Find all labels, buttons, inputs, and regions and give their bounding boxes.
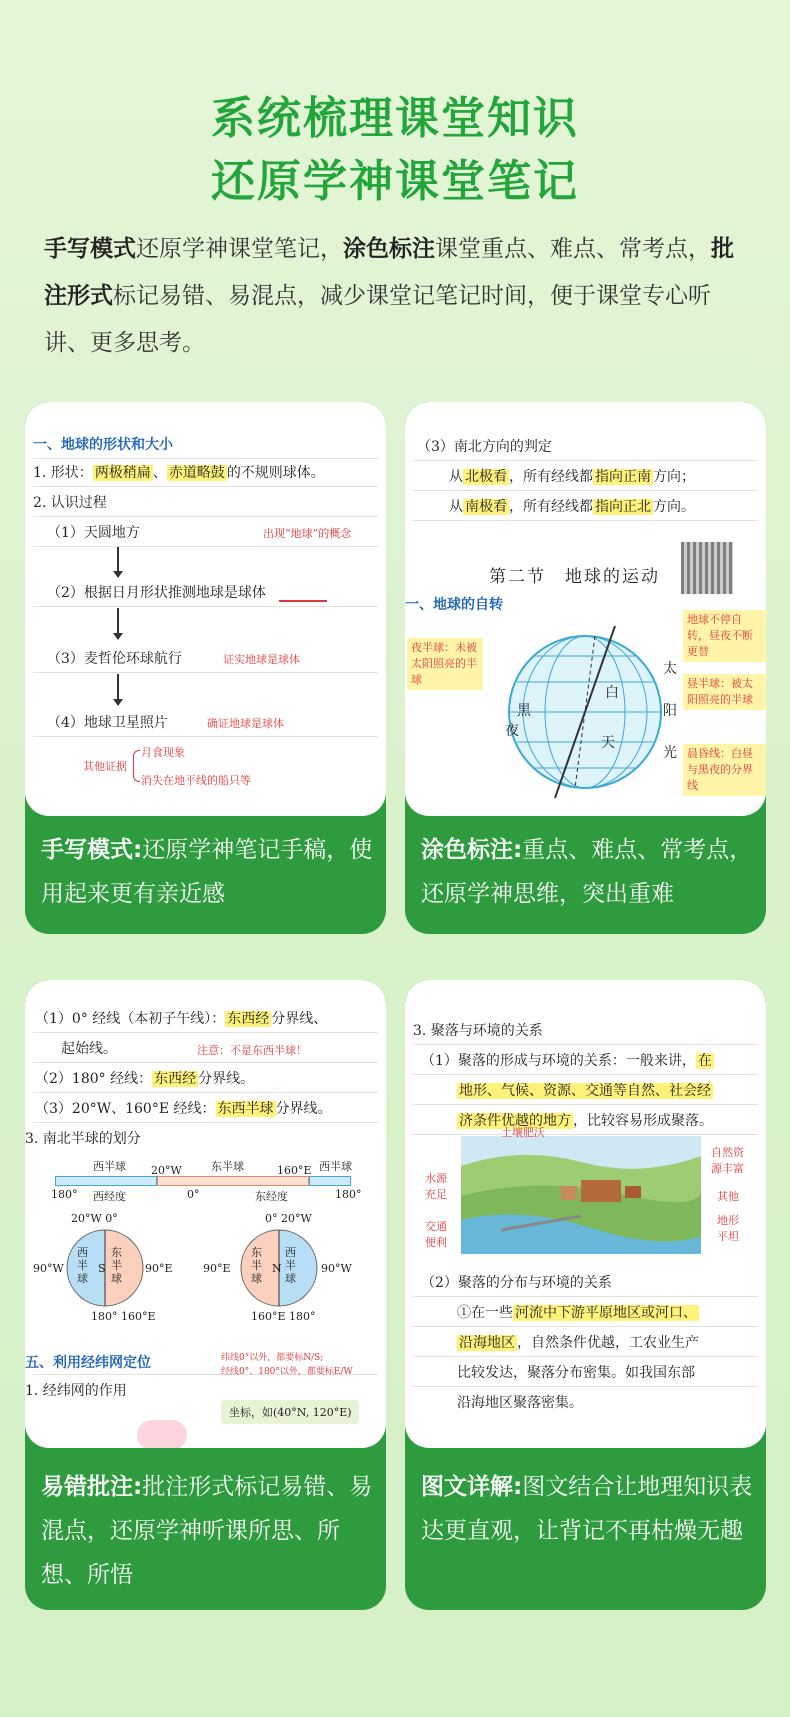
intro-keyword-handwriting: 手写模式: [44, 236, 136, 262]
intro-text-3: 标记易错、易混点，减少课堂记笔记时间，便于课堂专心听讲、更多思考。: [44, 283, 711, 356]
globe-label: 90°E: [203, 1262, 231, 1275]
note-line: 沿海地区 ，自然条件优越，工农业生产: [459, 1335, 699, 1351]
feature-card-handwriting: [25, 402, 386, 934]
globe-label: 160°E 180°: [251, 1310, 316, 1323]
axis-label: 西经度: [93, 1190, 126, 1203]
note-line: 2. 认识过程: [33, 495, 107, 511]
card-caption: 涂色标注:重点、难点、常考点，还原学神思维，突出重难: [421, 837, 753, 907]
note-annotation: 消失在地平线的船只等: [141, 774, 251, 787]
note-line: 3. 聚落与环境的关系: [413, 1023, 543, 1039]
diagram-label: 黑: [517, 703, 531, 719]
globe-label: 90°W: [33, 1262, 64, 1275]
note-line: 地形、气候、资源、交通等自然、社会经: [459, 1083, 711, 1099]
note-heading: 一、地球的形状和大小: [33, 437, 173, 453]
globe-label: S: [98, 1262, 106, 1275]
note-annotation: 确证地球是球体: [207, 717, 284, 730]
card-caption: 手写模式:还原学神笔记手稿，使用起来更有亲近感: [41, 837, 373, 907]
globe-label: 90°E: [145, 1262, 173, 1275]
intro-text-2: 课堂重点、难点、常考点，: [435, 236, 711, 262]
qr-code-icon: [681, 542, 733, 594]
diagram-label: 白: [605, 685, 619, 701]
settlement-landscape-illustration: [461, 1136, 701, 1254]
diagram-label: 光: [663, 745, 677, 761]
note-step: （4）地球卫星照片: [47, 715, 168, 731]
illustration-label: 水源充足: [425, 1172, 447, 1201]
note-annotation: 月食现象: [141, 746, 185, 759]
page-title-line2: 还原学神课堂笔记: [211, 156, 579, 207]
note-line: 1. 经纬网的作用: [25, 1383, 127, 1399]
note-heading: 一、地球的自转: [405, 597, 503, 613]
page-title-line1: 系统梳理课堂知识: [211, 93, 579, 144]
illustration-label: 地形平坦: [717, 1214, 739, 1243]
note-sample-illustration: [405, 980, 766, 1448]
illustration-label: 自然资源丰富: [711, 1146, 744, 1175]
feature-card-illustration: [405, 980, 766, 1610]
note-line: （1）0° 经线（本初子午线）： 东西经 分界线、: [35, 1011, 328, 1027]
axis-label: 西半球: [93, 1160, 126, 1173]
axis-label: 180°: [335, 1188, 362, 1201]
feature-card-annotation: [25, 980, 386, 1610]
axis-label: 180°: [51, 1188, 78, 1201]
illustration-label: 土壤肥沃: [501, 1126, 545, 1139]
note-sample-handwriting: [25, 402, 386, 816]
axis-label: 20°W: [151, 1164, 182, 1177]
note-annotation: 经线0°、180°以外，都要标E/W: [221, 1367, 353, 1377]
illustration-label: 交通便利: [425, 1220, 447, 1249]
note-sample-annotation: [25, 980, 386, 1448]
note-step: （1）天圆地方: [47, 525, 140, 541]
note-annotation: 其他证据: [83, 760, 127, 773]
note-annotation: 地球不停自转，昼夜不断更替: [683, 610, 766, 662]
globe-label: 90°W: [321, 1262, 352, 1275]
note-line: 起始线。: [61, 1041, 117, 1057]
note-line: 济条件优越的地方 ，比较容易形成聚落。: [459, 1113, 713, 1129]
note-line: 沿海地区聚落密集。: [457, 1395, 583, 1411]
diagram-label: 太: [663, 661, 677, 677]
note-sample-coloring: [405, 402, 766, 816]
note-step: （3）麦哲伦环球航行: [47, 651, 182, 667]
note-annotation: 证实地球是球体: [223, 653, 300, 666]
globe-label: 180° 160°E: [91, 1310, 156, 1323]
note-line: 从 南极看 ，所有经线都 指向正北 方向。: [449, 499, 695, 515]
note-line: 3. 南北半球的划分: [25, 1131, 141, 1147]
note-line: 比较发达，聚落分布密集。如我国东部: [457, 1365, 695, 1381]
axis-label: 0°: [187, 1188, 200, 1201]
globe-label: 西半球: [285, 1246, 296, 1285]
note-line: （3）20°W、160°E 经线： 东西半球 分界线。: [35, 1101, 332, 1117]
note-heading: 五、利用经纬网定位: [25, 1355, 151, 1371]
globe-label: 0° 20°W: [265, 1212, 312, 1225]
diagram-label: 阳: [663, 703, 677, 719]
note-annotation: 注意：不是东西半球！: [197, 1044, 307, 1057]
coordinate-text: 坐标，如(40°N, 120°E): [229, 1406, 352, 1419]
note-annotation: 晨昏线：白昼与黑夜的分界线: [683, 744, 766, 796]
diagram-label: 天: [601, 735, 615, 751]
note-line: （2）180° 经线： 东西经 分界线。: [35, 1071, 255, 1087]
note-annotation: 出现“地球”的概念: [263, 527, 352, 540]
note-line: 从 北极看 ，所有经线都 指向正南 方向；: [449, 469, 695, 485]
note-line: （1）聚落的形成与环境的关系：一般来讲， 在: [421, 1053, 712, 1069]
card-caption: 易错批注:批注形式标记易错、易混点，还原学神听课所思、所想、所悟: [41, 1474, 373, 1588]
note-line: 1. 形状： 两极稍扁 、 赤道略鼓 的不规则球体。: [33, 465, 325, 481]
globe-label: 西半球: [77, 1246, 88, 1285]
globe-label: 20°W 0°: [71, 1212, 118, 1225]
intro-keyword-coloring: 涂色标注: [343, 236, 435, 262]
cloud-decoration: [137, 1420, 187, 1448]
note-line: （2）聚落的分布与环境的关系: [421, 1275, 612, 1291]
coordinate-box: [221, 1400, 359, 1424]
note-line: （3）南北方向的判定: [417, 439, 552, 455]
note-annotation: 夜半球：未被太阳照亮的半球: [407, 638, 483, 690]
intro-paragraph: [44, 226, 750, 367]
note-annotation: 纬线0°以外，都要标N/S;: [221, 1353, 324, 1363]
diagram-label: 夜: [505, 723, 519, 739]
card-caption: 图文详解:图文结合让地理知识表达更直观，让背记不再枯燥无趣: [421, 1474, 753, 1544]
intro-text-1: 还原学神课堂笔记，: [136, 236, 343, 262]
feature-card-coloring: [405, 402, 766, 934]
axis-label: 西半球: [319, 1160, 352, 1173]
globe-label: 东半球: [251, 1246, 262, 1285]
note-line: ①在一些 河流中下游平原地区或河口、: [457, 1305, 697, 1321]
globe-label: 东半球: [111, 1246, 122, 1285]
note-annotation: 昼半球：被太阳照亮的半球: [683, 674, 766, 710]
globe-label: N: [272, 1262, 282, 1275]
intro-keyword-annotation: 批注形式: [44, 236, 734, 309]
section-title: 第二节 地球的运动: [489, 567, 660, 587]
axis-label: 东半球: [211, 1160, 244, 1173]
note-step: （2）根据日月形状推测地球是球体: [47, 585, 266, 601]
axis-label: 160°E: [277, 1164, 312, 1177]
axis-label: 东经度: [255, 1190, 288, 1203]
illustration-label: 其他: [717, 1190, 739, 1203]
